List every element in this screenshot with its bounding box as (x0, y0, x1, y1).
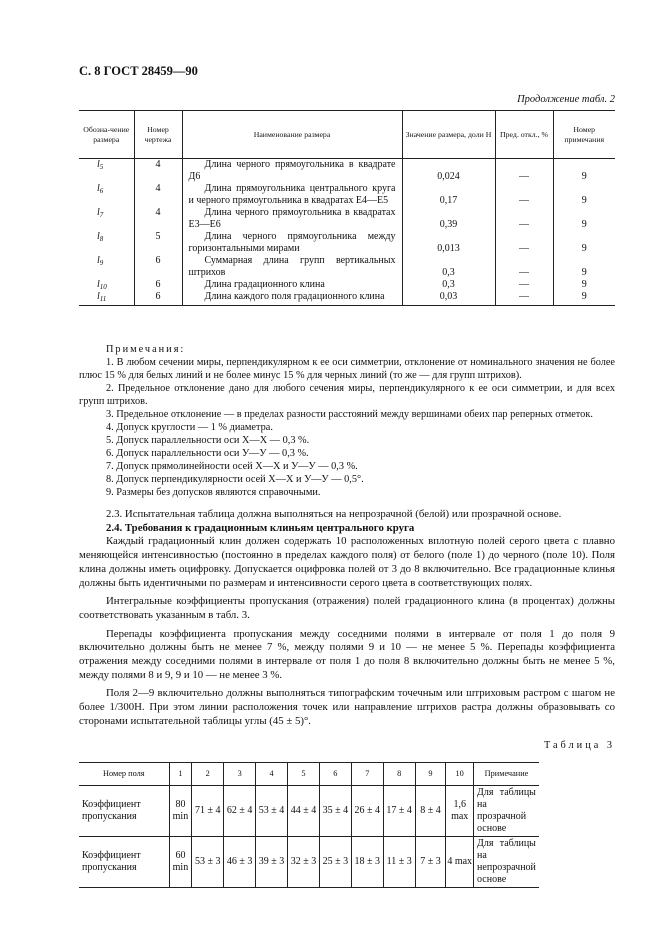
row-label: Коэффициент пропускания (79, 786, 169, 837)
row-deviation: — (495, 231, 553, 255)
row-value: 0,03 (402, 291, 495, 306)
paragraph: Каждый градационный клин должен содержать 10 расположенных вплотную полей серого цвета с плавно меняющейся интенсивностью (постоянно в пределах каждого поля) от белого (поле 1) до черного (поле 10). Поля клина должны иметь оцифровку. Допускается оцифровка полей от 3 до 8 включительно. Все градационные клинья должны быть идентичными по размерам и интенсивности серого цвета в соответствующих полях. (79, 535, 615, 589)
row-name: Длина градационного клина (182, 279, 402, 291)
row-symbol: $l_{11}$ (79, 291, 134, 306)
row-cell: 32 ± 3 (288, 837, 320, 888)
row-name: Длина черного прямоугольника в квадрате Д6 (182, 159, 402, 184)
page-header: С. 8 ГОСТ 28459—90 (79, 64, 198, 78)
coefficients-table (79, 762, 615, 888)
row-drawing: 6 (134, 255, 182, 279)
row-note: Для таблицы на прозрачной основе (474, 786, 539, 837)
row-cell: 26 ± 4 (351, 786, 383, 837)
table-row (79, 786, 615, 837)
row-symbol: $l_6$ (97, 183, 104, 195)
row-drawing: 6 (134, 279, 182, 291)
note-item: 2. Предельное отклонение дано для любого сечения миры, перпендикулярного к ее оси симметрии, и для всех групп штрихов. (79, 383, 615, 407)
row-drawing: 6 (134, 291, 182, 306)
note-item: 8. Допуск перпендикулярности осей Х—Х и У—У — 0,5°. (106, 474, 364, 485)
col-header-field: 8 (383, 763, 415, 786)
table-row (79, 207, 615, 231)
note-item: 6. Допуск параллельности оси У—У — 0,3 %. (106, 448, 309, 459)
col-header-field: 9 (415, 763, 446, 786)
col-header-field: 1 (169, 763, 192, 786)
row-deviation: — (495, 255, 553, 279)
note-item: 9. Размеры без допусков являются справочными. (106, 487, 321, 498)
col-header-drawing: Номер чертежа (134, 111, 182, 159)
row-cell: 60 min (169, 837, 192, 888)
row-cell: 18 ± 3 (351, 837, 383, 888)
table3-label: Таблица 3 (543, 740, 615, 751)
col-header-field: 5 (288, 763, 320, 786)
col-header-deviation: Пред. откл., % (495, 111, 553, 159)
col-header-note: Номер примечания (553, 111, 615, 159)
col-header-note: Примечание (474, 763, 539, 786)
section-heading: 2.4. Требования к градационным клиньям центрального круга (106, 521, 415, 534)
row-symbol: $l_9$ (97, 255, 104, 267)
row-note: 9 (553, 207, 615, 231)
row-note: 9 (553, 231, 615, 255)
row-deviation: — (495, 183, 553, 207)
row-cell: 44 ± 4 (288, 786, 320, 837)
row-drawing: 4 (134, 207, 182, 231)
table-row (79, 255, 615, 279)
row-value: 0,013 (402, 231, 495, 255)
row-note: 9 (553, 183, 615, 207)
row-value: 0,3 (402, 255, 495, 279)
col-header-field: 7 (351, 763, 383, 786)
dimensions-table (79, 110, 615, 306)
table3-header-row (79, 763, 615, 786)
row-name: Длина прямоугольника центрального круга и черного прямоугольника в квадратах Е4—Е5 (182, 183, 402, 207)
row-value: 0,17 (402, 183, 495, 207)
table-row (79, 231, 615, 255)
body-text (79, 508, 615, 729)
col-header-field: 4 (256, 763, 288, 786)
row-deviation: — (495, 159, 553, 184)
row-value: 0,024 (402, 159, 495, 184)
row-cell: 46 ± 3 (224, 837, 256, 888)
table-row (79, 837, 615, 888)
table-header-row (79, 111, 615, 159)
row-symbol: $l_5$ (97, 159, 104, 171)
row-note: 9 (553, 279, 615, 291)
row-cell: 62 ± 4 (224, 786, 256, 837)
row-name: Длина черного прямоугольника между горизонтальными мирами (182, 231, 402, 255)
row-note: 9 (553, 159, 615, 184)
row-name: Суммарная длина групп вертикальных штрихов (182, 255, 402, 279)
paragraph: Перепады коэффициента пропускания между соседними полями в интервале от поля 1 до поля 9 включительно должны быть не менее 7 %, между полями 9 и 10 — не менее 5 %. Перепады коэффициента отражения между соседними полями в интервале от поля 1 до поля 8 включительно должны быть не менее 5 %, между полями 8 и 9, 9 и 10 — не менее 3 %. (79, 627, 615, 681)
row-note: 9 (553, 255, 615, 279)
col-header-value: Значение размера, доли H (402, 111, 495, 159)
row-drawing: 4 (134, 183, 182, 207)
row-deviation: — (495, 279, 553, 291)
notes-heading: Примечания: (106, 344, 186, 355)
row-symbol: $l_7$ (97, 207, 104, 219)
note-item: 5. Допуск параллельности оси Х—Х — 0,3 %. (106, 435, 310, 446)
row-deviation: — (495, 207, 553, 231)
table-row (79, 291, 615, 306)
col-header-name: Наименование размера (182, 111, 402, 159)
row-cell: 17 ± 4 (383, 786, 415, 837)
row-cell: 11 ± 3 (383, 837, 415, 888)
row-cell: 53 ± 4 (256, 786, 288, 837)
table-continuation-label: Продолжение табл. 2 (517, 94, 615, 105)
notes-section (79, 343, 615, 499)
col-header-field-number: Номер поля (79, 763, 169, 786)
note-item: 4. Допуск круглости — 1 % диаметра. (106, 422, 273, 433)
col-header-field: 2 (192, 763, 224, 786)
row-label: Коэффициент пропускания (79, 837, 169, 888)
row-cell: 1,6 max (446, 786, 474, 837)
row-value: 0,3 (402, 279, 495, 291)
row-note: 9 (553, 291, 615, 306)
row-note: Для таблицы на непрозрачной основе (474, 837, 539, 888)
row-cell: 39 ± 3 (256, 837, 288, 888)
row-deviation: — (495, 291, 553, 306)
table-row (79, 279, 615, 291)
row-name: Длина каждого поля градационного клина (182, 291, 402, 306)
row-cell: 4 max (446, 837, 474, 888)
row-value: 0,39 (402, 207, 495, 231)
row-cell: 80 min (169, 786, 192, 837)
paragraph: Интегральные коэффициенты пропускания (отражения) полей градационного клина (в процентах) должны соответствовать указанным в табл. 3. (79, 595, 615, 621)
row-cell: 25 ± 3 (319, 837, 351, 888)
row-cell: 71 ± 4 (192, 786, 224, 837)
note-item: 3. Предельное отклонение — в пределах разности расстояний между вершинами обеих пар реперных отметок. (106, 409, 593, 420)
row-drawing: 5 (134, 231, 182, 255)
note-item: 1. В любом сечении миры, перпендикулярном к ее оси симметрии, отклонение от номинального значения не более плюс 15 % для белых линий и не более минус 15 % для черных линий (то же — для групп штрихов). (79, 357, 615, 381)
row-symbol: $l_{10}$ (97, 279, 107, 291)
table-row (79, 183, 615, 207)
col-header-field: 3 (224, 763, 256, 786)
col-header-field: 6 (319, 763, 351, 786)
row-cell: 35 ± 4 (319, 786, 351, 837)
table-row (79, 159, 615, 184)
row-cell: 8 ± 4 (415, 786, 446, 837)
row-name: Длина черного прямоугольника в квадратах Е3—Е6 (182, 207, 402, 231)
row-drawing: 4 (134, 159, 182, 184)
note-item: 7. Допуск прямолинейности осей Х—Х и У—У — 0,3 %. (106, 461, 358, 472)
paragraph: 2.3. Испытательная таблица должна выполняться на непрозрачной (белой) или прозрачной основе. (106, 508, 562, 520)
col-header-symbol: Обозна-чение размера (79, 111, 134, 159)
paragraph: Поля 2—9 включительно должны выполняться типографским точечным или штриховым растром с шагом не более 1/300H. При этом линии расположения точек или направление штрихов растра должны образовывать со сторонами испытательной таблицы углы (45 ± 5)°. (79, 687, 615, 727)
row-symbol: $l_8$ (97, 231, 104, 243)
row-cell: 7 ± 3 (415, 837, 446, 888)
col-header-field: 10 (446, 763, 474, 786)
row-cell: 53 ± 3 (192, 837, 224, 888)
